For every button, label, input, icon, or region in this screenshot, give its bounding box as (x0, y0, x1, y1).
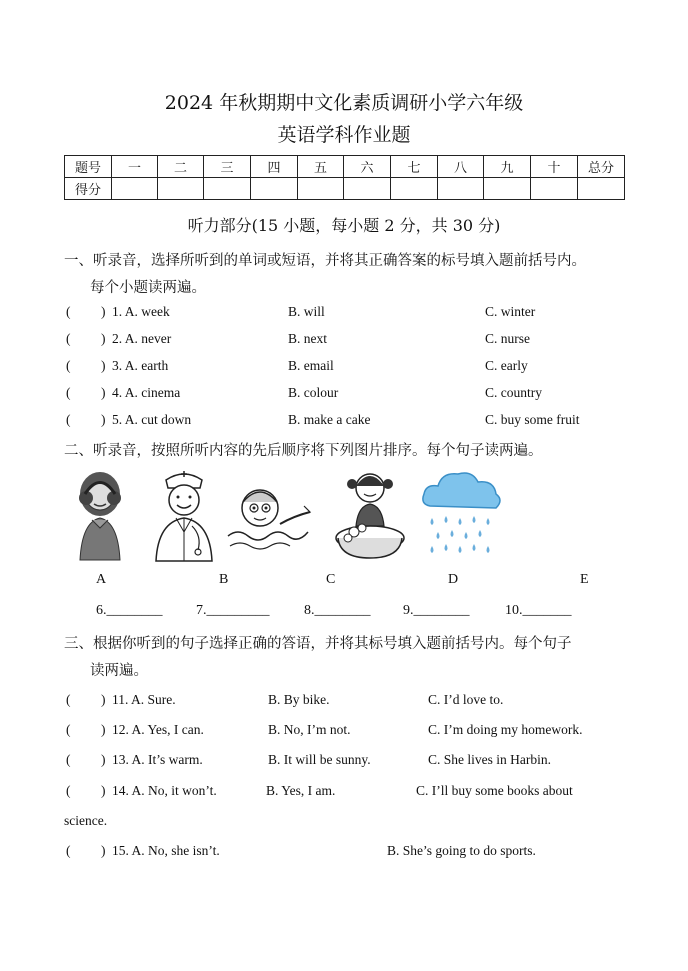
score-cell: 题号 (65, 156, 112, 178)
option-c: C. I’d love to. (428, 692, 504, 707)
picture-label: A (96, 572, 107, 587)
score-row-label: 得分 (65, 178, 112, 200)
score-cell: 三 (204, 156, 251, 178)
option-b: B. email (288, 358, 334, 373)
answer-bracket-open[interactable]: ( (66, 412, 71, 427)
score-empty-cell[interactable] (531, 178, 578, 200)
listening-heading: 听力部分(15 小题，每小题 2 分，共 30 分) (187, 216, 501, 235)
swimming-boy-picture (224, 466, 318, 562)
score-cell: 一 (112, 156, 158, 178)
option-a: 11. A. Sure. (112, 692, 176, 707)
answer-bracket-open[interactable]: ( (66, 331, 71, 346)
option-a: 4. A. cinema (112, 385, 181, 400)
option-b: B. By bike. (268, 692, 330, 707)
option-c: C. buy some fruit (485, 412, 580, 427)
order-blank[interactable]: 8.________ (304, 603, 371, 618)
option-a: 14. A. No, it won’t. (112, 783, 217, 798)
score-cell: 总分 (578, 156, 625, 178)
option-b: B. She’s going to do sports. (387, 843, 536, 858)
score-cell: 九 (484, 156, 531, 178)
answer-bracket-close: ) (101, 722, 106, 737)
answer-bracket-close: ) (101, 331, 106, 346)
part2-instruction: 二、听录音，按照所听内容的先后顺序将下列图片排序。每个句子读两遍。 (64, 443, 543, 459)
option-c: C. I’ll buy some books about (416, 783, 573, 798)
score-table (64, 155, 625, 200)
option-a: 12. A. Yes, I can. (112, 722, 204, 737)
answer-bracket-open[interactable]: ( (66, 722, 71, 737)
answer-bracket-open[interactable]: ( (66, 385, 71, 400)
answer-bracket-close: ) (101, 358, 106, 373)
option-a: 2. A. never (112, 331, 172, 346)
score-cell: 七 (391, 156, 438, 178)
rain-cloud-picture (416, 466, 506, 562)
order-blank[interactable]: 10._______ (505, 603, 572, 618)
picture-label: E (580, 572, 589, 587)
option-b: B. next (288, 331, 327, 346)
score-cell: 六 (344, 156, 391, 178)
option-a: 3. A. earth (112, 358, 169, 373)
option-b: B. will (288, 304, 325, 319)
option-b: B. colour (288, 385, 339, 400)
score-empty-cell[interactable] (484, 178, 531, 200)
option-b: B. make a cake (288, 412, 371, 427)
answer-bracket-close: ) (101, 692, 106, 707)
option-a: 13. A. It’s warm. (112, 752, 203, 767)
part1-instruction-cont: 每个小题读两遍。 (90, 280, 206, 296)
score-empty-cell[interactable] (344, 178, 391, 200)
option-b: B. No, I’m not. (268, 722, 351, 737)
option-c: C. nurse (485, 331, 530, 346)
option-c-wrap: science. (64, 813, 108, 828)
answer-bracket-open[interactable]: ( (66, 358, 71, 373)
picture-label: B (219, 572, 229, 587)
option-c: C. early (485, 358, 528, 373)
score-empty-cell[interactable] (391, 178, 438, 200)
doctor-picture (146, 466, 222, 562)
answer-bracket-close: ) (101, 385, 106, 400)
part3-instruction: 三、根据你听到的句子选择正确的答语，并将其标号填入题前括号内。每个句子 (64, 636, 572, 652)
score-empty-cell[interactable] (438, 178, 484, 200)
answer-bracket-open[interactable]: ( (66, 692, 71, 707)
girl-washing-picture (328, 466, 412, 562)
score-cell: 四 (251, 156, 298, 178)
document-title: 2024 年秋期期中文化素质调研小学六年级 (164, 92, 524, 114)
score-empty-cell[interactable] (204, 178, 251, 200)
option-a: 5. A. cut down (112, 412, 192, 427)
girl-headphones-picture (64, 466, 136, 562)
option-c: C. country (485, 385, 542, 400)
order-blank[interactable]: 7._________ (196, 603, 270, 618)
option-a: 1. A. week (112, 304, 170, 319)
score-empty-cell[interactable] (158, 178, 204, 200)
answer-bracket-close: ) (101, 752, 106, 767)
answer-bracket-close: ) (101, 843, 106, 858)
option-c: C. winter (485, 304, 536, 319)
score-cell: 八 (438, 156, 484, 178)
picture-label: D (448, 572, 459, 587)
option-a: 15. A. No, she isn’t. (112, 843, 220, 858)
answer-bracket-open[interactable]: ( (66, 843, 71, 858)
score-empty-cell[interactable] (298, 178, 344, 200)
option-c: C. I’m doing my homework. (428, 722, 583, 737)
option-c: C. She lives in Harbin. (428, 752, 551, 767)
score-cell: 二 (158, 156, 204, 178)
score-table-score-row (65, 178, 625, 200)
option-b: B. Yes, I am. (266, 783, 336, 798)
part1-instruction: 一、听录音，选择所听到的单词或短语，并将其正确答案的标号填入题前括号内。 (64, 253, 586, 269)
part3-instruction-cont: 读两遍。 (90, 663, 148, 679)
score-cell: 十 (531, 156, 578, 178)
answer-bracket-open[interactable]: ( (66, 783, 71, 798)
answer-bracket-close: ) (101, 304, 106, 319)
score-table-header-row (65, 156, 625, 178)
answer-bracket-close: ) (101, 783, 106, 798)
document-subtitle: 英语学科作业题 (277, 124, 411, 146)
score-empty-cell[interactable] (578, 178, 625, 200)
picture-label: C (326, 572, 336, 587)
answer-bracket-open[interactable]: ( (66, 752, 71, 767)
score-cell: 五 (298, 156, 344, 178)
order-blank[interactable]: 9.________ (403, 603, 470, 618)
answer-bracket-close: ) (101, 412, 106, 427)
answer-bracket-open[interactable]: ( (66, 304, 71, 319)
score-empty-cell[interactable] (251, 178, 298, 200)
order-blank[interactable]: 6.________ (96, 603, 163, 618)
score-empty-cell[interactable] (112, 178, 158, 200)
option-b: B. It will be sunny. (268, 752, 371, 767)
